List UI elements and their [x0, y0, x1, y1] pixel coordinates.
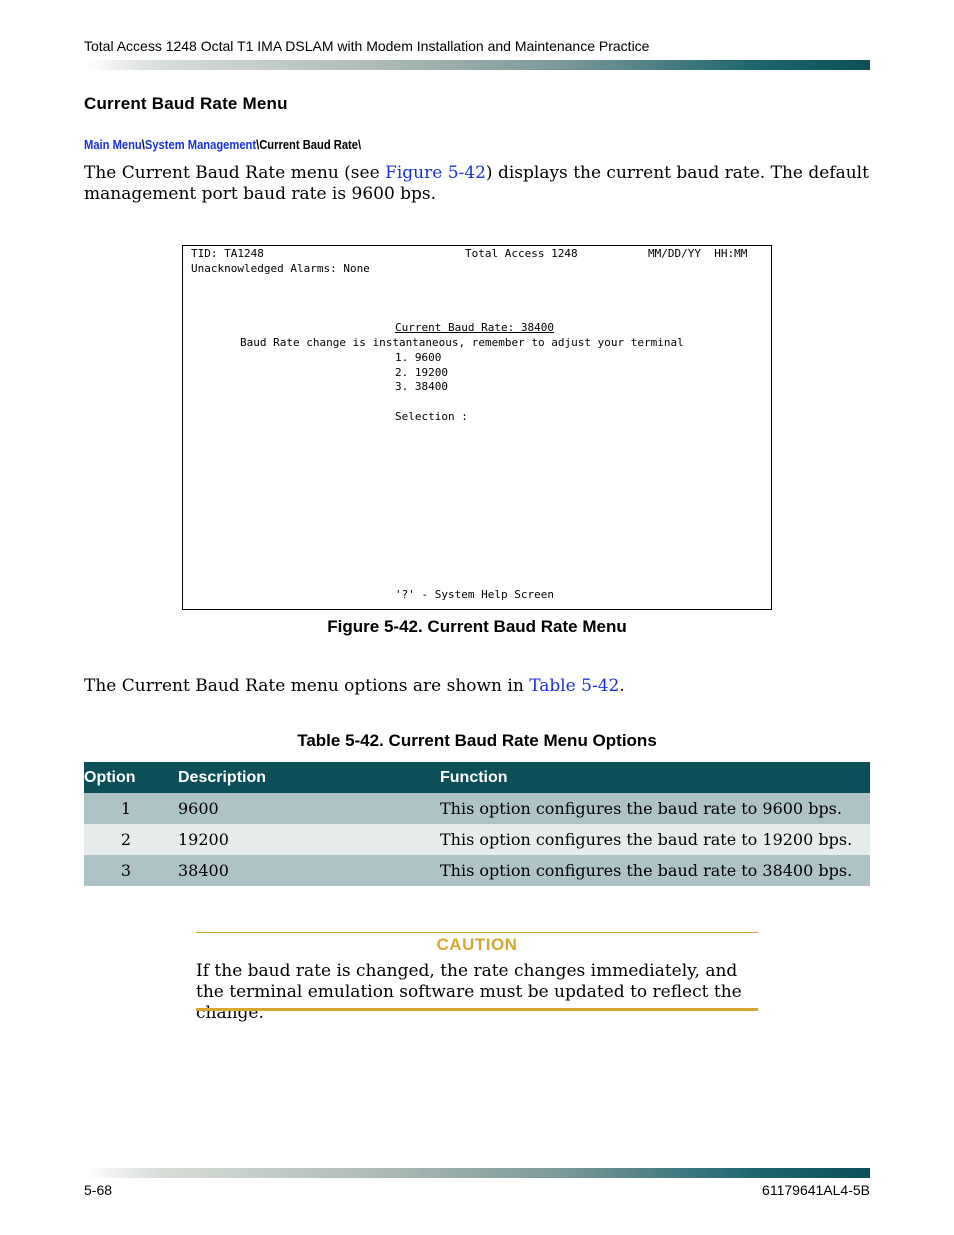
terminal-notice: Baud Rate change is instantaneous, remember to adjust your terminal [240, 336, 684, 349]
cell-function: This option configures the baud rate to 38400 bps. [430, 855, 870, 886]
options-table [84, 762, 870, 886]
caution-text: If the baud rate is changed, the rate changes immediately, and the terminal emulation software must be updated to reflect the change. [196, 961, 742, 1023]
header-description: Description [168, 762, 430, 793]
terminal-alarms: Unacknowledged Alarms: None [191, 262, 370, 275]
figure-caption: Figure 5-42. Current Baud Rate Menu [327, 617, 627, 636]
breadcrumb-system-management-link[interactable]: System Management [144, 137, 257, 152]
intro-text-after: ) displays the current baud rate. The default management port baud rate is 9600 bps. [84, 163, 869, 204]
cell-option: 2 [84, 824, 168, 855]
footer-bar [84, 1168, 870, 1178]
caution-bottom-rule [196, 1008, 758, 1011]
page-number: 5-68 [84, 1182, 113, 1198]
table-intro-before: The Current Baud Rate menu options are shown in [84, 676, 530, 696]
header-option: Option [84, 762, 168, 793]
cell-option: 1 [84, 793, 168, 824]
section-title: Current Baud Rate Menu [84, 94, 288, 113]
figure-link[interactable]: Figure 5-42 [385, 163, 486, 183]
table-row [84, 855, 870, 886]
caution-top-rule [196, 932, 758, 933]
header-bar [84, 60, 870, 70]
table-caption: Table 5-42. Current Baud Rate Menu Options [297, 731, 657, 750]
cell-description: 9600 [168, 793, 430, 824]
terminal-help: '?' - System Help Screen [395, 588, 554, 601]
terminal-current-rate: Current Baud Rate: 38400 [395, 321, 554, 334]
intro-text-before: The Current Baud Rate menu (see [84, 163, 386, 183]
breadcrumb [84, 137, 361, 152]
table-row [84, 793, 870, 824]
terminal-product: Total Access 1248 [465, 247, 578, 260]
document-number: 61179641AL4-5B [762, 1182, 870, 1198]
breadcrumb-separator: \ [141, 137, 145, 152]
cell-description: 38400 [168, 855, 430, 886]
intro-paragraph [84, 163, 870, 205]
table-row [84, 824, 870, 855]
terminal-tid: TID: TA1248 [191, 247, 264, 260]
table-link[interactable]: Table 5-42 [529, 676, 620, 696]
cell-option: 3 [84, 855, 168, 886]
breadcrumb-current: \Current Baud Rate\ [256, 137, 362, 152]
table-header-row [84, 762, 870, 793]
cell-description: 19200 [168, 824, 430, 855]
table-intro-paragraph [84, 676, 870, 697]
terminal-screen [182, 245, 772, 610]
cell-function: This option configures the baud rate to 9600 bps. [430, 793, 870, 824]
header-function: Function [430, 762, 870, 793]
table-intro-after: . [619, 676, 625, 696]
terminal-selection-prompt[interactable]: Selection : [395, 410, 468, 423]
terminal-datetime: MM/DD/YY HH:MM [648, 247, 748, 260]
breadcrumb-main-menu-link[interactable]: Main Menu [84, 137, 142, 152]
running-header: Total Access 1248 Octal T1 IMA DSLAM with Modem Installation and Maintenance Practice [84, 38, 650, 54]
caution-title: CAUTION [436, 935, 518, 954]
terminal-option-3[interactable]: 3. 38400 [395, 380, 448, 393]
cell-function: This option configures the baud rate to 19200 bps. [430, 824, 870, 855]
terminal-option-1[interactable]: 1. 9600 [395, 351, 442, 364]
terminal-option-2[interactable]: 2. 19200 [395, 366, 448, 379]
